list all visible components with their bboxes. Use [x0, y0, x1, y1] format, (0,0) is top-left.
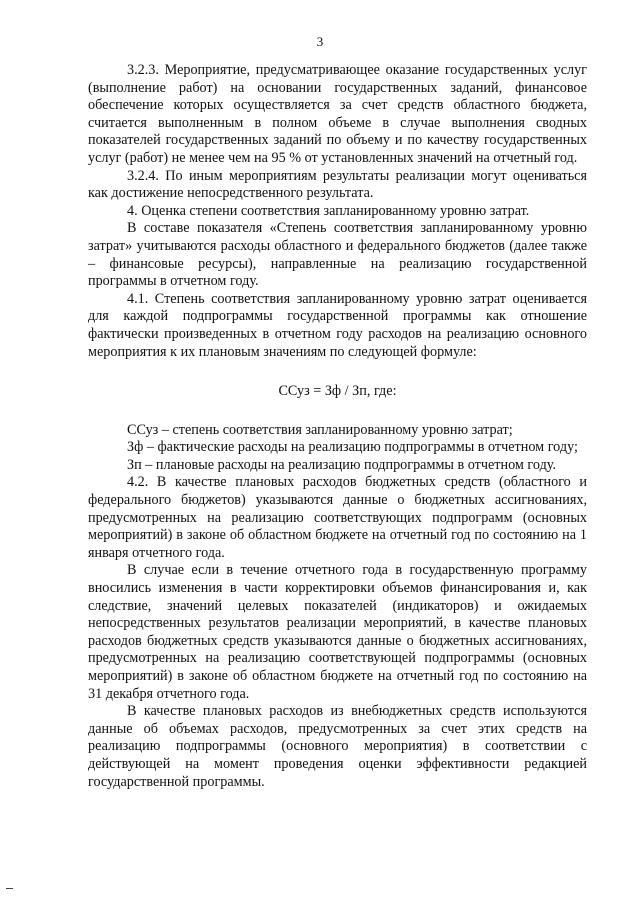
paragraph-4-2: 4.2. В качестве плановых расходов бюджетных средств (областного и федерального бюджетов) указываются данные о бюджетных ассигнованиях, предусмотренных на реализацию соответствующих подпрограмм (основных мероприятий) в законе об областном бюджете на отчетный год по состоянию на 1 января отчетного года.: [88, 474, 587, 561]
page-number: 3: [316, 34, 324, 49]
definition-ssuz: ССуз – степень соответствия запланированному уровню затрат;: [127, 421, 513, 438]
section-4-heading: 4. Оценка степени соответствия запланированному уровню затрат.: [127, 202, 530, 219]
paragraph-3-2-3: 3.2.3. Мероприятие, предусматривающее оказание государственных услуг (выполнение работ) на основании государственных заданий, финансовое обеспечение которых осуществляется за счет средств областного бюджета, считается выполненным в полном объеме в случае выполнения сводных показателей государственных заданий по объему и по качеству государственных услуг (работ) не менее чем на 95 % от установленных значений на отчетный год.: [88, 62, 587, 166]
formula: ССуз = Зф / Зп, где:: [278, 383, 397, 400]
paragraph-plan-changes: В случае если в течение отчетного года в государственную программу вносились изменения в части корректировки объемов финансирования и, как следствие, значений целевых показателей (индикаторов) и ожидаемых непосредственных результатов реализации мероприятий, в качестве плановых расходов бюджетных средств указываются данные о бюджетных ассигнованиях, предусмотренных на реализацию соответствующей подпрограммы (основных мероприятий) в законе об областном бюджете на отчетный год по состоянию на 31 декабря отчетного года.: [88, 562, 587, 702]
document-body: [88, 62, 587, 791]
definition-zp: Зп – плановые расходы на реализацию подпрограммы в отчетном году.: [127, 456, 557, 473]
paragraph-extrabudgetary: В качестве плановых расходов из внебюджетных средств используются данные об объемах расходов, предусмотренных за счет этих средств на реализацию подпрограммы (основного мероприятия) в соответствии с действующей на момент проведения оценки эффективности редакцией государственной программы.: [88, 703, 587, 790]
definition-zf: Зф – фактические расходы на реализацию подпрограммы в отчетном году;: [127, 439, 578, 456]
scan-mark: [6, 888, 13, 889]
paragraph-4-intro: В составе показателя «Степень соответствия запланированному уровню затрат» учитываются расходы областного и федерального бюджетов (далее также – финансовые ресурсы), направленные на реализацию государственной программы в отчетном году.: [88, 220, 587, 290]
paragraph-3-2-4: 3.2.4. По иным мероприятиям результаты реализации могут оцениваться как достижение непосредственного результата.: [88, 167, 587, 202]
paragraph-4-1: 4.1. Степень соответствия запланированному уровню затрат оценивается для каждой подпрограммы государственной программы как отношение фактически произведенных в отчетном году расходов на реализацию основного мероприятия к их плановым значениям по следующей формуле:: [88, 290, 587, 360]
